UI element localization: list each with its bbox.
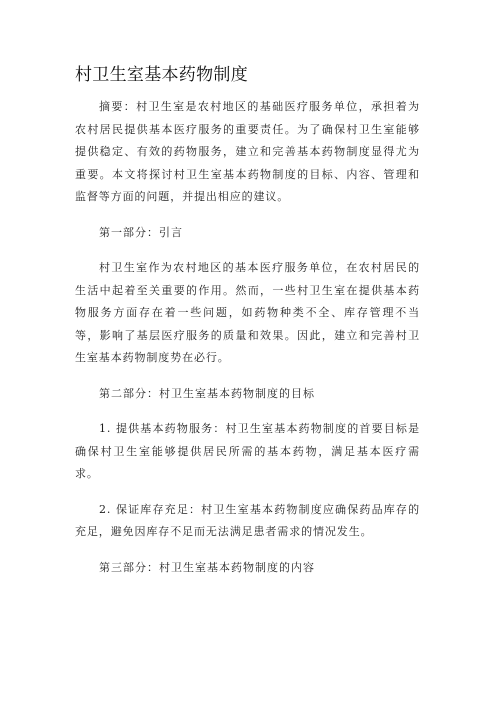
document-title: 村卫生室基本药物制度	[75, 65, 248, 85]
abstract-paragraph: 摘要：村卫生室是农村地区的基础医疗服务单位，承担着为农村居民提供基本医疗服务的重要责任。为了确保村卫生室能够提供稳定、有效的药物服务，建立和完善基本药物制度显得尤为重要。本文将探讨村卫生室基本药物制度的目标、内容、管理和监督等方面的问题，并提出相应的建议。	[75, 100, 420, 203]
section-2-heading: 第二部分：村卫生室基本药物制度的目标	[99, 386, 315, 400]
document-body	[75, 96, 420, 592]
section-2-item-1: 1. 提供基本药物服务：村卫生室基本药物制度的首要目标是确保村卫生室能够提供居民所需的基本药物，满足基本医疗需求。	[75, 422, 420, 480]
section-1-heading: 第一部分：引言	[99, 225, 183, 239]
section-3-heading: 第三部分：村卫生室基本药物制度的内容	[99, 560, 315, 574]
section-1-paragraph: 村卫生室作为农村地区的基本医疗服务单位，在农村居民的生活中起着至关重要的作用。然而，一些村卫生室在提供基本药物服务方面存在着一些问题，如药物种类不全、库存管理不当等，影响了基层医疗服务的质量和效果。因此，建立和完善村卫生室基本药物制度势在必行。	[75, 261, 420, 364]
section-2-item-2: 2. 保证库存充足：村卫生室基本药物制度应确保药品库存的充足，避免因库存不足而无法满足患者需求的情况发生。	[75, 502, 420, 538]
